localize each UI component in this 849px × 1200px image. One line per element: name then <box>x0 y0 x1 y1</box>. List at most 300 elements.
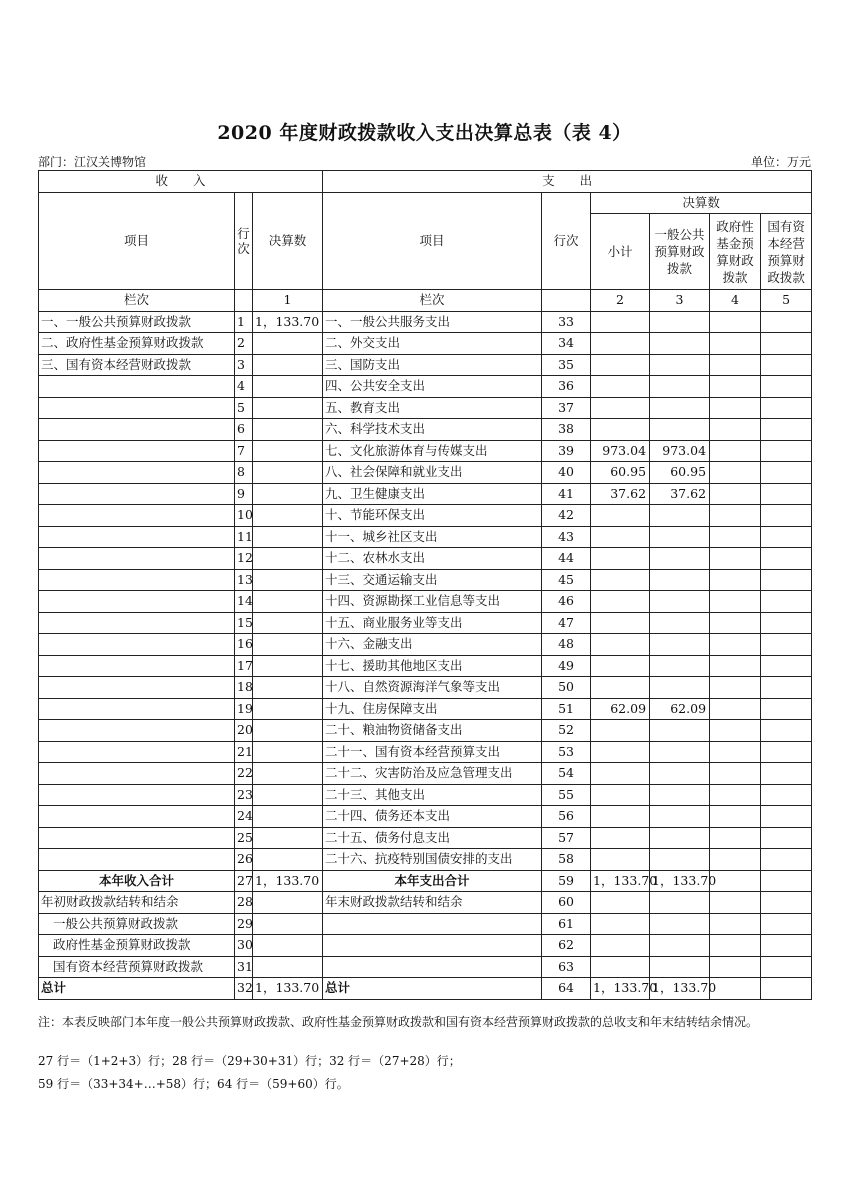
grand-total-value: 1，133.70 <box>253 978 323 1000</box>
table-row <box>39 806 812 828</box>
income-line: 17 <box>235 655 253 677</box>
expense-line: 40 <box>542 462 591 484</box>
income-amount-header: 决算数 <box>253 192 323 290</box>
col-label-expense: 栏次 <box>323 290 542 312</box>
expense-state <box>761 311 812 333</box>
expense-fund <box>710 763 761 785</box>
table-row <box>39 440 812 462</box>
expense-fund <box>710 354 761 376</box>
table-row <box>39 419 812 441</box>
expense-general: 60.95 <box>650 462 710 484</box>
income-amount <box>253 784 323 806</box>
grand-total-line: 32 <box>235 978 253 1000</box>
expense-line: 56 <box>542 806 591 828</box>
col-number-4: 4 <box>710 290 761 312</box>
expense-general <box>650 612 710 634</box>
income-total-line: 27 <box>235 870 253 892</box>
income-line: 2 <box>235 333 253 355</box>
table-row <box>39 483 812 505</box>
expense-subtotal <box>591 526 650 548</box>
table-row <box>39 612 812 634</box>
subtotal-header: 小计 <box>591 214 650 290</box>
carryover-state-row <box>39 956 812 978</box>
expense-general <box>650 634 710 656</box>
income-amount <box>253 720 323 742</box>
table-row <box>39 827 812 849</box>
expense-line: 34 <box>542 333 591 355</box>
income-amount <box>253 419 323 441</box>
table-row <box>39 720 812 742</box>
carryover-general-line: 29 <box>235 913 253 935</box>
expense-state <box>761 591 812 613</box>
expense-item: 十九、住房保障支出 <box>323 698 542 720</box>
unit-label: 单位：万元 <box>750 155 811 169</box>
carryover-general-label: 一般公共预算财政拨款 <box>39 913 235 935</box>
table-note: 注：本表反映部门本年度一般公共预算财政拨款、政府性基金预算财政拨款和国有资本经营预算财政拨款的总收支和年末结转结余情况。 <box>38 1015 759 1029</box>
table-row <box>39 784 812 806</box>
col-number-5: 5 <box>761 290 812 312</box>
gov-fund-header: 政府性 基金预 算财政 拨款 <box>710 214 761 290</box>
expense-total-general: 1，133.70 <box>650 870 710 892</box>
expense-header: 支 出 <box>323 171 812 193</box>
income-item <box>39 806 235 828</box>
income-amount <box>253 612 323 634</box>
income-amount <box>253 591 323 613</box>
expense-state <box>761 720 812 742</box>
table-row <box>39 569 812 591</box>
expense-line: 33 <box>542 311 591 333</box>
income-amount <box>253 354 323 376</box>
expense-line: 49 <box>542 655 591 677</box>
header-row-2 <box>39 192 812 214</box>
expense-item: 四、公共安全支出 <box>323 376 542 398</box>
expense-subtotal: 37.62 <box>591 483 650 505</box>
expense-item: 二十四、债务还本支出 <box>323 806 542 828</box>
income-amount <box>253 763 323 785</box>
expense-state <box>761 569 812 591</box>
expense-state <box>761 354 812 376</box>
carryover-fund-label: 政府性基金预算财政拨款 <box>39 935 235 957</box>
expense-subtotal <box>591 376 650 398</box>
expense-subtotal <box>591 634 650 656</box>
income-line: 18 <box>235 677 253 699</box>
expense-fund <box>710 419 761 441</box>
income-item <box>39 397 235 419</box>
expense-subtotal: 973.04 <box>591 440 650 462</box>
expense-subtotal <box>591 419 650 441</box>
table-row <box>39 354 812 376</box>
expense-state <box>761 698 812 720</box>
col-number-3: 3 <box>650 290 710 312</box>
expense-fund <box>710 784 761 806</box>
expense-fund <box>710 634 761 656</box>
income-item <box>39 763 235 785</box>
expense-general <box>650 741 710 763</box>
expense-fund <box>710 827 761 849</box>
table-row <box>39 505 812 527</box>
expense-general: 37.62 <box>650 483 710 505</box>
expense-state <box>761 634 812 656</box>
table-row <box>39 677 812 699</box>
income-item <box>39 612 235 634</box>
expense-fund <box>710 333 761 355</box>
grand-total-expense-label: 总计 <box>323 978 542 1000</box>
income-amount <box>253 827 323 849</box>
expense-state <box>761 655 812 677</box>
income-item <box>39 462 235 484</box>
expense-total-line: 59 <box>542 870 591 892</box>
expense-fund <box>710 720 761 742</box>
income-amount <box>253 376 323 398</box>
income-amount <box>253 397 323 419</box>
expense-line: 41 <box>542 483 591 505</box>
income-line: 9 <box>235 483 253 505</box>
income-line: 11 <box>235 526 253 548</box>
income-line: 6 <box>235 419 253 441</box>
income-line: 22 <box>235 763 253 785</box>
expense-subtotal <box>591 763 650 785</box>
expense-item: 七、文化旅游体育与传媒支出 <box>323 440 542 462</box>
expense-fund <box>710 698 761 720</box>
expense-fund <box>710 440 761 462</box>
income-line: 10 <box>235 505 253 527</box>
expense-fund <box>710 397 761 419</box>
expense-fund <box>710 483 761 505</box>
expense-general <box>650 548 710 570</box>
expense-item: 十八、自然资源海洋气象等支出 <box>323 677 542 699</box>
expense-line: 54 <box>542 763 591 785</box>
expense-fund <box>710 849 761 871</box>
expense-general <box>650 333 710 355</box>
income-amount <box>253 698 323 720</box>
carryover-row <box>39 892 812 914</box>
expense-line: 55 <box>542 784 591 806</box>
income-line-header: 行 次 <box>235 192 253 290</box>
expense-state <box>761 677 812 699</box>
income-line: 20 <box>235 720 253 742</box>
expense-fund <box>710 548 761 570</box>
expense-item: 一、一般公共服务支出 <box>323 311 542 333</box>
expense-state <box>761 741 812 763</box>
expense-line-header: 行次 <box>542 192 591 290</box>
expense-subtotal <box>591 720 650 742</box>
grand-total-row <box>39 978 812 1000</box>
expense-line: 38 <box>542 419 591 441</box>
expense-state <box>761 784 812 806</box>
expense-general <box>650 677 710 699</box>
expense-line: 58 <box>542 849 591 871</box>
expense-line: 37 <box>542 397 591 419</box>
table-row <box>39 591 812 613</box>
table-row <box>39 333 812 355</box>
carryover-general-row <box>39 913 812 935</box>
ending-carryover-label: 年末财政拨款结转和结余 <box>323 892 542 914</box>
table-row <box>39 634 812 656</box>
expense-subtotal <box>591 806 650 828</box>
header-row-1 <box>39 171 812 193</box>
carryover-state-line: 31 <box>235 956 253 978</box>
income-line: 16 <box>235 634 253 656</box>
income-amount <box>253 849 323 871</box>
expense-item: 十四、资源勘探工业信息等支出 <box>323 591 542 613</box>
beginning-carryover-label: 年初财政拨款结转和结余 <box>39 892 235 914</box>
expense-general <box>650 354 710 376</box>
expense-line: 44 <box>542 548 591 570</box>
expense-subtotal <box>591 677 650 699</box>
expense-fund <box>710 591 761 613</box>
income-line: 23 <box>235 784 253 806</box>
income-total-value: 1，133.70 <box>253 870 323 892</box>
income-item <box>39 591 235 613</box>
expense-fund <box>710 655 761 677</box>
expense-general <box>650 376 710 398</box>
table-row <box>39 763 812 785</box>
expense-fund <box>710 677 761 699</box>
income-amount <box>253 677 323 699</box>
income-header: 收 入 <box>39 171 323 193</box>
expense-line: 43 <box>542 526 591 548</box>
expense-state <box>761 612 812 634</box>
expense-item: 六、科学技术支出 <box>323 419 542 441</box>
grand-total-subtotal: 1，133.70 <box>591 978 650 1000</box>
expense-item: 十六、金融支出 <box>323 634 542 656</box>
col-label-blank <box>235 290 253 312</box>
expense-line: 57 <box>542 827 591 849</box>
income-amount <box>253 634 323 656</box>
grand-total-expense-line: 64 <box>542 978 591 1000</box>
expense-line: 35 <box>542 354 591 376</box>
expense-general: 62.09 <box>650 698 710 720</box>
expense-general <box>650 591 710 613</box>
expense-item: 十五、商业服务业等支出 <box>323 612 542 634</box>
expense-line: 51 <box>542 698 591 720</box>
income-item: 三、国有资本经营财政拨款 <box>39 354 235 376</box>
income-amount <box>253 741 323 763</box>
expense-fund <box>710 526 761 548</box>
income-line: 8 <box>235 462 253 484</box>
expense-subtotal <box>591 548 650 570</box>
carryover-state-eline: 63 <box>542 956 591 978</box>
state-capital-header: 国有资 本经营 预算财 政拨款 <box>761 214 812 290</box>
income-amount <box>253 462 323 484</box>
income-item <box>39 698 235 720</box>
income-line: 12 <box>235 548 253 570</box>
income-amount <box>253 548 323 570</box>
expense-subtotal <box>591 827 650 849</box>
expense-general <box>650 526 710 548</box>
expense-fund <box>710 311 761 333</box>
table-row <box>39 849 812 871</box>
carryover-general-eline: 61 <box>542 913 591 935</box>
expense-general <box>650 763 710 785</box>
income-item <box>39 483 235 505</box>
expense-total-subtotal: 1，133.70 <box>591 870 650 892</box>
expense-state <box>761 827 812 849</box>
expense-fund <box>710 376 761 398</box>
ending-carryover-line: 60 <box>542 892 591 914</box>
income-line: 24 <box>235 806 253 828</box>
income-amount <box>253 526 323 548</box>
carryover-fund-line: 30 <box>235 935 253 957</box>
income-item: 一、一般公共预算财政拨款 <box>39 311 235 333</box>
expense-line: 52 <box>542 720 591 742</box>
finance-summary-table <box>38 170 812 1000</box>
expense-item: 二、外交支出 <box>323 333 542 355</box>
expense-state <box>761 397 812 419</box>
col-number-1: 1 <box>253 290 323 312</box>
income-item <box>39 548 235 570</box>
formula-note-2: 59 行＝（33+34+…+58）行；64 行＝（59+60）行。 <box>38 1077 349 1091</box>
expense-general <box>650 784 710 806</box>
income-line: 1 <box>235 311 253 333</box>
table-row <box>39 462 812 484</box>
table-row <box>39 698 812 720</box>
income-item <box>39 677 235 699</box>
income-amount <box>253 440 323 462</box>
income-item <box>39 376 235 398</box>
expense-line: 46 <box>542 591 591 613</box>
income-item <box>39 526 235 548</box>
expense-subtotal <box>591 655 650 677</box>
col-label-income: 栏次 <box>39 290 235 312</box>
income-line: 5 <box>235 397 253 419</box>
expense-item: 十三、交通运输支出 <box>323 569 542 591</box>
income-item <box>39 849 235 871</box>
income-amount <box>253 569 323 591</box>
expense-subtotal <box>591 311 650 333</box>
expense-general <box>650 505 710 527</box>
income-line: 19 <box>235 698 253 720</box>
expense-general <box>650 569 710 591</box>
expense-item: 二十一、国有资本经营预算支出 <box>323 741 542 763</box>
expense-subtotal: 62.09 <box>591 698 650 720</box>
expense-item: 八、社会保障和就业支出 <box>323 462 542 484</box>
expense-line: 50 <box>542 677 591 699</box>
income-item <box>39 634 235 656</box>
income-item <box>39 741 235 763</box>
expense-general <box>650 311 710 333</box>
expense-state <box>761 462 812 484</box>
expense-item: 五、教育支出 <box>323 397 542 419</box>
expense-general <box>650 419 710 441</box>
expense-state <box>761 548 812 570</box>
formula-note-1: 27 行＝（1+2+3）行；28 行＝（29+30+31）行；32 行＝（27+28）行； <box>38 1054 461 1068</box>
expense-subtotal <box>591 333 650 355</box>
expense-item: 二十三、其他支出 <box>323 784 542 806</box>
general-budget-header: 一般公共 预算财政 拨款 <box>650 214 710 290</box>
expense-item-header: 项目 <box>323 192 542 290</box>
col-number-2: 2 <box>591 290 650 312</box>
expense-state <box>761 440 812 462</box>
expense-state <box>761 333 812 355</box>
income-item <box>39 827 235 849</box>
col-label-blank <box>542 290 591 312</box>
expense-item: 十一、城乡社区支出 <box>323 526 542 548</box>
expense-item: 九、卫生健康支出 <box>323 483 542 505</box>
income-amount <box>253 806 323 828</box>
expense-state <box>761 419 812 441</box>
expense-subtotal <box>591 784 650 806</box>
expense-state <box>761 483 812 505</box>
expense-state <box>761 806 812 828</box>
income-amount <box>253 655 323 677</box>
expense-item: 十七、援助其他地区支出 <box>323 655 542 677</box>
income-amount <box>253 483 323 505</box>
income-item: 二、政府性基金预算财政拨款 <box>39 333 235 355</box>
expense-general <box>650 720 710 742</box>
income-line: 13 <box>235 569 253 591</box>
expense-item: 十、节能环保支出 <box>323 505 542 527</box>
carryover-fund-eline: 62 <box>542 935 591 957</box>
expense-subtotal: 60.95 <box>591 462 650 484</box>
income-item <box>39 419 235 441</box>
expense-item: 二十二、灾害防治及应急管理支出 <box>323 763 542 785</box>
expense-line: 53 <box>542 741 591 763</box>
income-item <box>39 505 235 527</box>
grand-total-label: 总计 <box>39 978 235 1000</box>
expense-subtotal <box>591 591 650 613</box>
carryover-state-label: 国有资本经营预算财政拨款 <box>39 956 235 978</box>
table-row <box>39 311 812 333</box>
carryover-fund-row <box>39 935 812 957</box>
beginning-carryover-line: 28 <box>235 892 253 914</box>
department-label: 部门：江汉关博物馆 <box>38 155 147 169</box>
table-row <box>39 741 812 763</box>
table-row <box>39 376 812 398</box>
expense-general <box>650 849 710 871</box>
expense-item: 二十、粮油物资储备支出 <box>323 720 542 742</box>
income-line: 14 <box>235 591 253 613</box>
expense-state <box>761 376 812 398</box>
final-amount-group-header: 决算数 <box>591 192 812 214</box>
expense-line: 39 <box>542 440 591 462</box>
expense-line: 36 <box>542 376 591 398</box>
expense-item: 二十五、债务付息支出 <box>323 827 542 849</box>
expense-fund <box>710 462 761 484</box>
table-row <box>39 526 812 548</box>
expense-state <box>761 849 812 871</box>
income-item <box>39 569 235 591</box>
income-item <box>39 655 235 677</box>
income-total-label: 本年收入合计 <box>39 870 235 892</box>
expense-general <box>650 806 710 828</box>
income-item-header: 项目 <box>39 192 235 290</box>
expense-subtotal <box>591 354 650 376</box>
income-line: 26 <box>235 849 253 871</box>
column-number-row <box>39 290 812 312</box>
expense-fund <box>710 505 761 527</box>
expense-subtotal <box>591 505 650 527</box>
income-total-row <box>39 870 812 892</box>
income-item <box>39 720 235 742</box>
income-amount: 1，133.70 <box>253 311 323 333</box>
income-line: 25 <box>235 827 253 849</box>
income-line: 4 <box>235 376 253 398</box>
expense-line: 42 <box>542 505 591 527</box>
page-title: 2020 年度财政拨款收入支出决算总表（表 4） <box>217 122 632 144</box>
income-amount <box>253 505 323 527</box>
table-row <box>39 655 812 677</box>
expense-general: 973.04 <box>650 440 710 462</box>
expense-state <box>761 505 812 527</box>
grand-total-general: 1，133.70 <box>650 978 710 1000</box>
income-line: 15 <box>235 612 253 634</box>
expense-subtotal <box>591 612 650 634</box>
expense-line: 45 <box>542 569 591 591</box>
expense-subtotal <box>591 741 650 763</box>
expense-item: 二十六、抗疫特别国债安排的支出 <box>323 849 542 871</box>
income-line: 3 <box>235 354 253 376</box>
